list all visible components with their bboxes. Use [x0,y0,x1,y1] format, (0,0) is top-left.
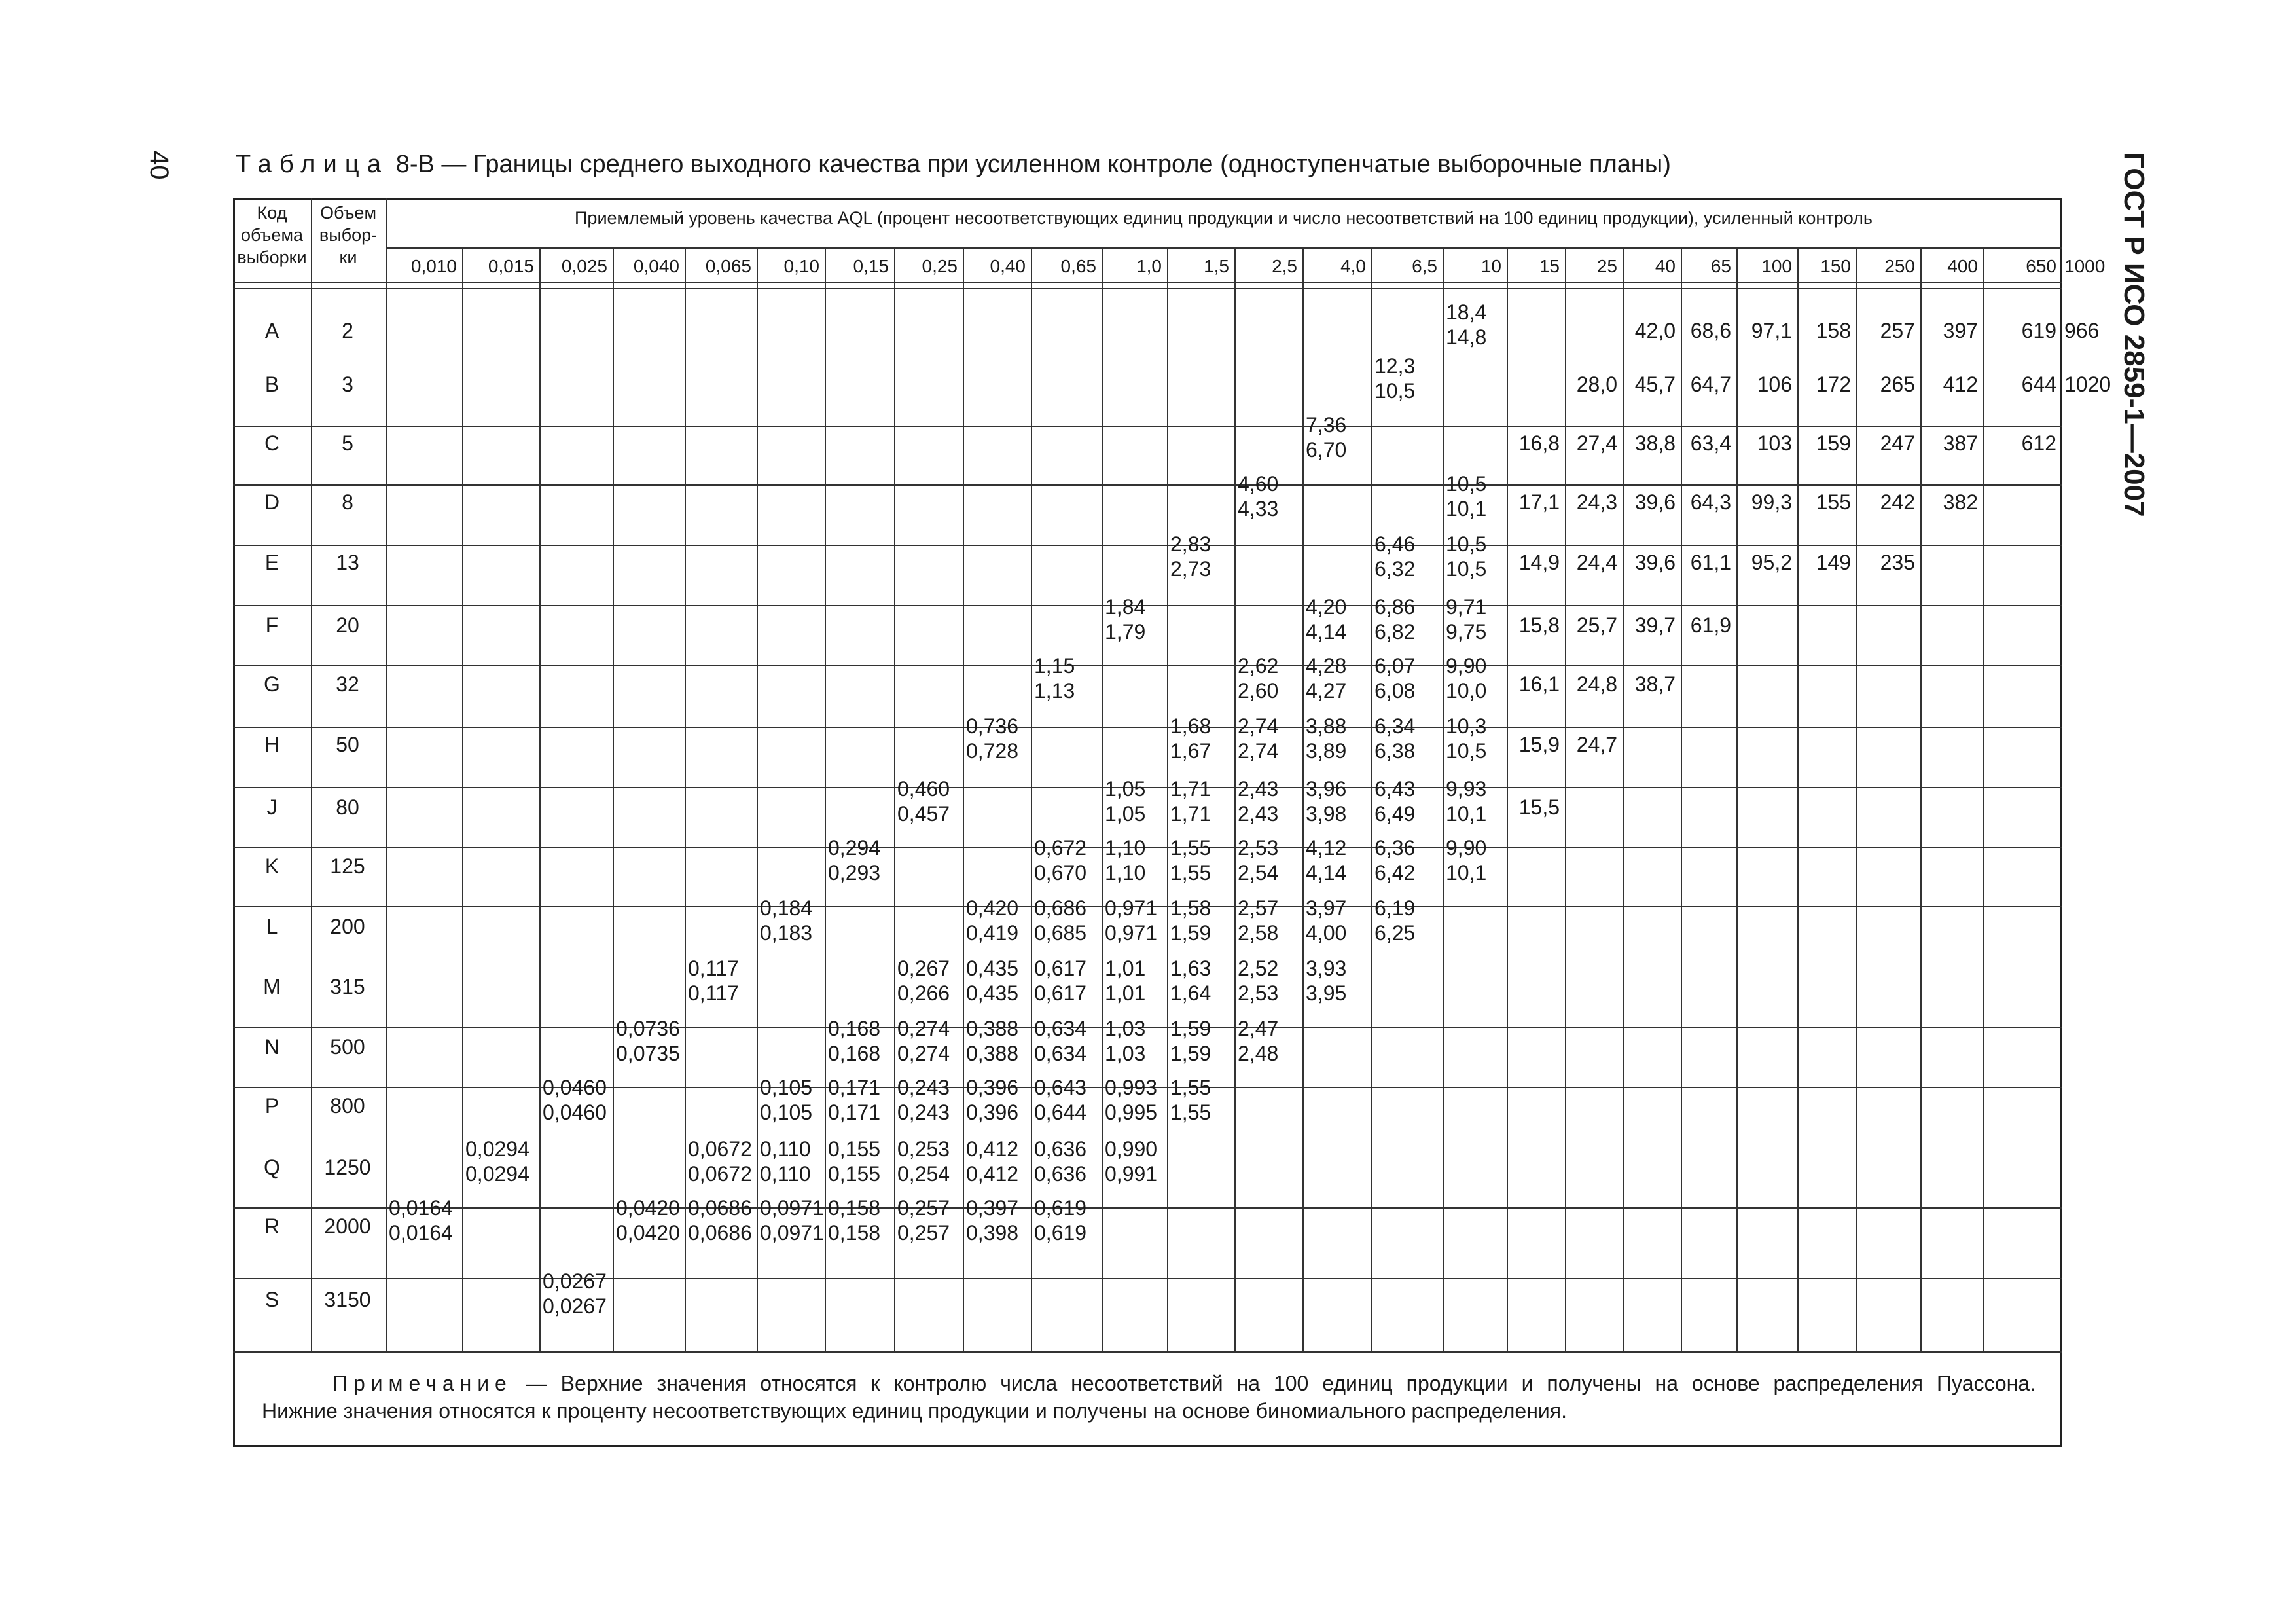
aql-level-header: 0,065 [705,256,751,276]
aql-upper-value: 4,60 [1238,472,1279,496]
aql-lower-value: 10,1 [1446,802,1487,826]
row-code: A [264,319,279,342]
aql-value: 64,7 [1690,373,1731,396]
aql-level-header: 0,025 [561,256,607,276]
aql-value: 17,1 [1518,490,1560,514]
aql-value: 172 [1816,373,1851,396]
aql-lower-value: 4,14 [1306,861,1347,884]
aql-lower-value: 1,13 [1034,679,1075,702]
aql-upper-value: 0,617 [1034,957,1087,980]
aql-level-header: 6,5 [1412,256,1437,276]
aql-lower-value: 1,55 [1170,861,1211,884]
header-aql: Приемлемый уровень качества AQL (процент несоответствующих единиц продукции и число несоответствий на 100 единиц продукции), усиленный контроль [575,208,1873,228]
aql-level-header: 4,0 [1340,256,1366,276]
aql-value: 1020 [2064,373,2111,396]
aql-lower-value: 2,53 [1238,981,1279,1005]
aql-upper-value: 18,4 [1446,301,1487,324]
aql-upper-value: 6,07 [1374,654,1416,678]
aql-level-header: 40 [1655,256,1676,276]
aql-lower-value: 14,8 [1446,325,1487,349]
aql-upper-value: 0,397 [966,1196,1019,1220]
aql-lower-value: 1,05 [1105,802,1146,826]
aql-upper-value: 2,43 [1238,777,1279,801]
aql-value: 38,8 [1634,431,1676,455]
aql-value: 16,8 [1518,431,1560,455]
table-title-text: 8-В — Границы среднего выходного качества при усиленном контроле (одноступенчатые выборочные планы) [395,151,1671,178]
aql-upper-value: 0,168 [828,1017,881,1040]
aql-upper-value: 0,110 [760,1137,811,1161]
aql-level-header: 650 [2026,256,2056,276]
row-sample-size: 500 [330,1035,365,1059]
aql-upper-value: 2,74 [1238,714,1279,738]
table-title-prefix: Таблица [236,151,389,178]
aql-upper-value: 1,55 [1170,1076,1211,1099]
aql-upper-value: 9,90 [1446,836,1487,860]
aql-lower-value: 0,117 [688,981,739,1005]
aql-value: 97,1 [1751,319,1792,342]
aql-value: 158 [1816,319,1851,342]
aql-upper-value: 1,71 [1170,777,1211,801]
aql-level-header: 0,65 [1060,256,1096,276]
row-code: P [264,1094,279,1118]
aql-upper-value: 0,0971 [760,1196,824,1220]
aql-lower-value: 1,01 [1105,981,1146,1005]
aql-lower-value: 0,670 [1034,861,1087,884]
row-code: H [264,733,280,756]
aql-upper-value: 1,59 [1170,1017,1211,1040]
aql-upper-value: 0,253 [897,1137,950,1161]
aql-upper-value: 7,36 [1306,413,1347,437]
aql-upper-value: 2,57 [1238,896,1279,920]
aql-lower-value: 3,95 [1306,981,1347,1005]
aql-upper-value: 1,55 [1170,836,1211,860]
aql-lower-value: 6,38 [1374,739,1416,763]
aql-value: 15,5 [1518,795,1560,819]
aql-upper-value: 0,643 [1034,1076,1087,1099]
aql-lower-value: 1,03 [1105,1042,1146,1065]
aql-upper-value: 2,83 [1170,532,1211,556]
header-sample-size: Объем выбор-ки [319,203,378,267]
row-sample-size: 32 [336,672,359,696]
aql-lower-value: 1,67 [1170,739,1211,763]
aql-level-header: 0,15 [853,256,889,276]
aql-upper-value: 3,93 [1306,957,1347,980]
aql-level-header: 2,5 [1272,256,1297,276]
row-code: N [264,1035,280,1059]
row-sample-size: 315 [330,975,365,998]
aql-value: 28,0 [1576,373,1617,396]
aql-lower-value: 3,89 [1306,739,1347,763]
aql-value: 242 [1880,490,1915,514]
aql-lower-value: 0,243 [897,1101,950,1124]
aql-upper-value: 0,686 [1034,896,1087,920]
aql-upper-value: 10,5 [1446,472,1487,496]
aql-lower-value: 6,25 [1374,921,1416,945]
aql-lower-value: 4,27 [1306,679,1347,702]
aql-value: 38,7 [1634,672,1676,696]
aql-upper-value: 9,93 [1446,777,1487,801]
aql-lower-value: 2,60 [1238,679,1279,702]
aql-lower-value: 0,0735 [616,1042,680,1065]
aql-value: 61,1 [1690,551,1731,574]
row-code: L [266,915,278,938]
row-sample-size: 20 [336,613,359,637]
aql-value: 24,4 [1576,551,1617,574]
aql-lower-value: 6,08 [1374,679,1416,702]
aql-upper-value: 0,412 [966,1137,1019,1161]
aql-lower-value: 10,5 [1446,557,1487,581]
aql-upper-value: 4,28 [1306,654,1347,678]
row-sample-size: 13 [336,551,359,574]
row-sample-size: 800 [330,1094,365,1118]
aql-lower-value: 0,0971 [760,1221,824,1245]
aql-upper-value: 1,15 [1034,654,1075,678]
aql-value: 612 [2021,431,2056,455]
document-standard-code: ГОСТ Р ИСО 2859-1—2007 [2118,152,2150,517]
aql-lower-value: 0,155 [828,1162,881,1186]
aql-upper-value: 4,20 [1306,595,1347,619]
aql-level-header: 150 [1820,256,1851,276]
note-text-1: — Верхние значения относятся к контролю числа несоответствий на 100 единиц продукции и получены на основе распределения Пуассона. [512,1372,2036,1395]
row-code: S [264,1288,279,1311]
aql-lower-value: 2,54 [1238,861,1279,884]
aql-lower-value: 0,266 [897,981,950,1005]
aql-upper-value: 3,97 [1306,896,1347,920]
aql-upper-value: 6,34 [1374,714,1416,738]
aql-upper-value: 1,03 [1105,1017,1146,1040]
aql-lower-value: 3,98 [1306,802,1347,826]
row-code: K [264,854,279,878]
aql-lower-value: 6,70 [1306,438,1347,462]
aql-level-header: 1,0 [1136,256,1162,276]
aql-lower-value: 10,5 [1446,739,1487,763]
aql-upper-value: 0,105 [760,1076,813,1099]
aql-upper-value: 0,0267 [543,1269,607,1293]
aql-lower-value: 1,79 [1105,620,1146,644]
aql-upper-value: 1,10 [1105,836,1146,860]
row-sample-size: 200 [330,915,365,938]
row-sample-size: 50 [336,733,359,756]
row-sample-size: 80 [336,795,359,819]
aql-value: 247 [1880,431,1915,455]
aql-lower-value: 0,110 [760,1162,811,1186]
note-label: Примечание [332,1372,512,1395]
aql-lower-value: 0,257 [897,1221,950,1245]
aql-upper-value: 0,243 [897,1076,950,1099]
aql-value: 68,6 [1690,319,1731,342]
aql-upper-value: 0,420 [966,896,1019,920]
aql-lower-value: 6,49 [1374,802,1416,826]
row-code: J [266,795,278,819]
aql-lower-value: 0,158 [828,1221,881,1245]
aql-upper-value: 0,267 [897,957,950,980]
aql-upper-value: 0,0460 [543,1076,607,1099]
aql-value: 99,3 [1751,490,1792,514]
aql-level-header: 0,25 [922,256,958,276]
aql-lower-value: 1,64 [1170,981,1211,1005]
aql-upper-value: 0,0420 [616,1196,680,1220]
aql-lower-value: 0,388 [966,1042,1019,1065]
aql-lower-value: 0,634 [1034,1042,1087,1065]
aql-lower-value: 0,0420 [616,1221,680,1245]
header-code: Код объема выборки [237,203,307,267]
aql-lower-value: 2,73 [1170,557,1211,581]
aql-lower-value: 0,293 [828,861,881,884]
aql-lower-value: 0,398 [966,1221,1019,1245]
aql-value: 397 [1943,319,1978,342]
aql-upper-value: 2,62 [1238,654,1279,678]
aql-upper-value: 0,971 [1105,896,1158,920]
aql-lower-value: 2,43 [1238,802,1279,826]
aql-level-header: 0,015 [488,256,534,276]
row-code: E [264,551,279,574]
aql-upper-value: 9,90 [1446,654,1487,678]
aql-value: 103 [1757,431,1792,455]
table-title [236,151,1671,179]
aql-upper-value: 0,388 [966,1017,1019,1040]
row-code: M [263,975,281,998]
aql-lower-value: 1,71 [1170,802,1211,826]
row-sample-size: 5 [342,431,353,455]
aql-value: 106 [1757,373,1792,396]
aql-lower-value: 0,183 [760,921,813,945]
page-number: 40 [145,151,173,180]
row-code: B [264,373,279,396]
aql-level-header: 1000 [2064,256,2106,276]
aql-lower-value: 0,168 [828,1042,881,1065]
aql-value: 387 [1943,431,1978,455]
aql-value: 966 [2064,319,2100,342]
aql-lower-value: 0,457 [897,802,950,826]
aql-lower-value: 0,971 [1105,921,1158,945]
aql-level-header: 0,010 [410,256,457,276]
aql-upper-value: 0,636 [1034,1137,1087,1161]
aql-value: 24,3 [1576,490,1617,514]
aql-lower-value: 0,0267 [543,1294,607,1318]
aql-level-header: 100 [1761,256,1792,276]
aql-upper-value: 0,619 [1034,1196,1087,1220]
aql-value: 42,0 [1634,319,1676,342]
aql-upper-value: 2,47 [1238,1017,1279,1040]
aql-value: 61,9 [1690,613,1731,637]
aql-upper-value: 0,0294 [465,1137,529,1161]
aql-upper-value: 10,3 [1446,714,1487,738]
aql-lower-value: 0,254 [897,1162,950,1186]
aql-level-header: 0,040 [633,256,679,276]
row-code: G [264,672,280,696]
row-sample-size: 8 [342,490,353,514]
row-sample-size: 3 [342,373,353,396]
aql-lower-value: 0,0672 [688,1162,752,1186]
aql-upper-value: 0,274 [897,1017,950,1040]
aql-value: 63,4 [1690,431,1731,455]
aql-lower-value: 0,644 [1034,1101,1087,1124]
aql-value: 644 [2021,373,2056,396]
row-code: Q [264,1156,280,1179]
aql-level-header: 25 [1596,256,1617,276]
aql-level-header: 0,10 [783,256,819,276]
aql-lower-value: 0,419 [966,921,1019,945]
aql-lower-value: 2,58 [1238,921,1279,945]
row-sample-size: 3150 [324,1288,371,1311]
aql-upper-value: 0,435 [966,957,1019,980]
aql-lower-value: 1,59 [1170,1042,1211,1065]
aql-upper-value: 0,184 [760,896,813,920]
row-code: C [264,431,280,455]
aql-lower-value: 0,995 [1105,1101,1158,1124]
aql-lower-value: 0,685 [1034,921,1087,945]
aql-lower-value: 1,10 [1105,861,1146,884]
aql-value: 25,7 [1576,613,1617,637]
aql-lower-value: 2,74 [1238,739,1279,763]
aql-lower-value: 4,33 [1238,497,1279,520]
aql-upper-value: 0,460 [897,777,950,801]
aql-value: 64,3 [1690,490,1731,514]
row-sample-size: 2 [342,319,353,342]
aql-value: 159 [1816,431,1851,455]
aql-level-header: 15 [1539,256,1560,276]
aql-value: 412 [1943,373,1978,396]
aql-value: 257 [1880,319,1915,342]
aql-lower-value: 1,59 [1170,921,1211,945]
aql-upper-value: 2,53 [1238,836,1279,860]
aql-level-header: 0,40 [990,256,1026,276]
aql-lower-value: 0,617 [1034,981,1087,1005]
aql-value: 24,8 [1576,672,1617,696]
aql-upper-value: 0,990 [1105,1137,1158,1161]
aql-value: 16,1 [1518,672,1560,696]
aql-upper-value: 0,0164 [389,1196,453,1220]
aql-upper-value: 0,0736 [616,1017,680,1040]
aql-value: 24,7 [1576,733,1617,756]
aql-upper-value: 1,01 [1105,957,1146,980]
aql-value: 45,7 [1634,373,1676,396]
aql-upper-value: 12,3 [1374,354,1416,378]
aql-lower-value: 0,105 [760,1101,813,1124]
aql-lower-value: 0,636 [1034,1162,1087,1186]
aql-lower-value: 0,396 [966,1101,1019,1124]
aql-upper-value: 6,46 [1374,532,1416,556]
aql-value: 235 [1880,551,1915,574]
aql-upper-value: 0,117 [688,957,739,980]
aql-lower-value: 0,0460 [543,1101,607,1124]
aql-upper-value: 0,0686 [688,1196,752,1220]
note-text-2: Нижние значения относятся к проценту несоответствующих единиц продукции и получены на основе биномиального распределения. [262,1399,1567,1423]
aql-upper-value: 6,36 [1374,836,1416,860]
aql-value: 265 [1880,373,1915,396]
aql-level-header: 400 [1947,256,1978,276]
aql-upper-value: 1,58 [1170,896,1211,920]
aql-lower-value: 4,14 [1306,620,1347,644]
aql-lower-value: 10,1 [1446,861,1487,884]
aql-upper-value: 6,43 [1374,777,1416,801]
aql-value: 14,9 [1518,551,1560,574]
aql-lower-value: 10,1 [1446,497,1487,520]
aql-lower-value: 0,991 [1105,1162,1158,1186]
aql-lower-value: 6,42 [1374,861,1416,884]
row-sample-size: 2000 [324,1214,371,1238]
aql-upper-value: 0,155 [828,1137,881,1161]
aql-lower-value: 0,435 [966,981,1019,1005]
aql-lower-value: 0,0164 [389,1221,453,1245]
aql-lower-value: 0,274 [897,1042,950,1065]
aql-level-header: 65 [1710,256,1731,276]
aql-level-header: 10 [1480,256,1501,276]
aql-upper-value: 0,0672 [688,1137,752,1161]
aql-value: 39,7 [1634,613,1676,637]
aql-upper-value: 0,672 [1034,836,1087,860]
row-code: D [264,490,280,514]
aql-lower-value: 0,619 [1034,1221,1087,1245]
aql-upper-value: 0,634 [1034,1017,1087,1040]
aql-value: 27,4 [1576,431,1617,455]
aql-level-header: 1,5 [1204,256,1229,276]
aql-upper-value: 0,736 [966,714,1019,738]
aql-value: 15,8 [1518,613,1560,637]
aql-upper-value: 1,84 [1105,595,1146,619]
aql-value: 95,2 [1751,551,1792,574]
aql-upper-value: 0,171 [828,1076,881,1099]
aql-value: 149 [1816,551,1851,574]
aql-upper-value: 0,993 [1105,1076,1158,1099]
aql-lower-value: 4,00 [1306,921,1347,945]
aql-lower-value: 0,728 [966,739,1019,763]
row-sample-size: 125 [330,854,365,878]
aql-upper-value: 3,96 [1306,777,1347,801]
aql-value: 39,6 [1634,551,1676,574]
aql-upper-value: 0,257 [897,1196,950,1220]
aql-upper-value: 10,5 [1446,532,1487,556]
aql-upper-value: 1,05 [1105,777,1146,801]
aql-upper-value: 6,86 [1374,595,1416,619]
aql-lower-value: 6,82 [1374,620,1416,644]
aql-lower-value: 0,171 [828,1101,881,1124]
aql-upper-value: 9,71 [1446,595,1487,619]
aql-lower-value: 2,48 [1238,1042,1279,1065]
table-note [262,1370,2036,1425]
aql-lower-value: 10,0 [1446,679,1487,702]
aql-upper-value: 4,12 [1306,836,1347,860]
row-code: R [264,1214,280,1238]
aql-lower-value: 6,32 [1374,557,1416,581]
aql-upper-value: 0,158 [828,1196,881,1220]
aql-lower-value: 0,0686 [688,1221,752,1245]
aql-upper-value: 0,294 [828,836,881,860]
aql-value: 155 [1816,490,1851,514]
aql-value: 39,6 [1634,490,1676,514]
aql-upper-value: 3,88 [1306,714,1347,738]
aql-lower-value: 0,412 [966,1162,1019,1186]
aql-upper-value: 6,19 [1374,896,1416,920]
aql-value: 382 [1943,490,1978,514]
aql-lower-value: 10,5 [1374,379,1416,403]
aql-value: 619 [2021,319,2056,342]
aql-upper-value: 1,68 [1170,714,1211,738]
row-sample-size: 1250 [324,1156,371,1179]
aql-lower-value: 1,55 [1170,1101,1211,1124]
aql-value: 15,9 [1518,733,1560,756]
aql-lower-value: 0,0294 [465,1162,529,1186]
row-code: F [265,613,279,637]
aql-lower-value: 9,75 [1446,620,1487,644]
aql-level-header: 250 [1884,256,1915,276]
aql-upper-value: 0,396 [966,1076,1019,1099]
aql-upper-value: 1,63 [1170,957,1211,980]
aql-upper-value: 2,52 [1238,957,1279,980]
